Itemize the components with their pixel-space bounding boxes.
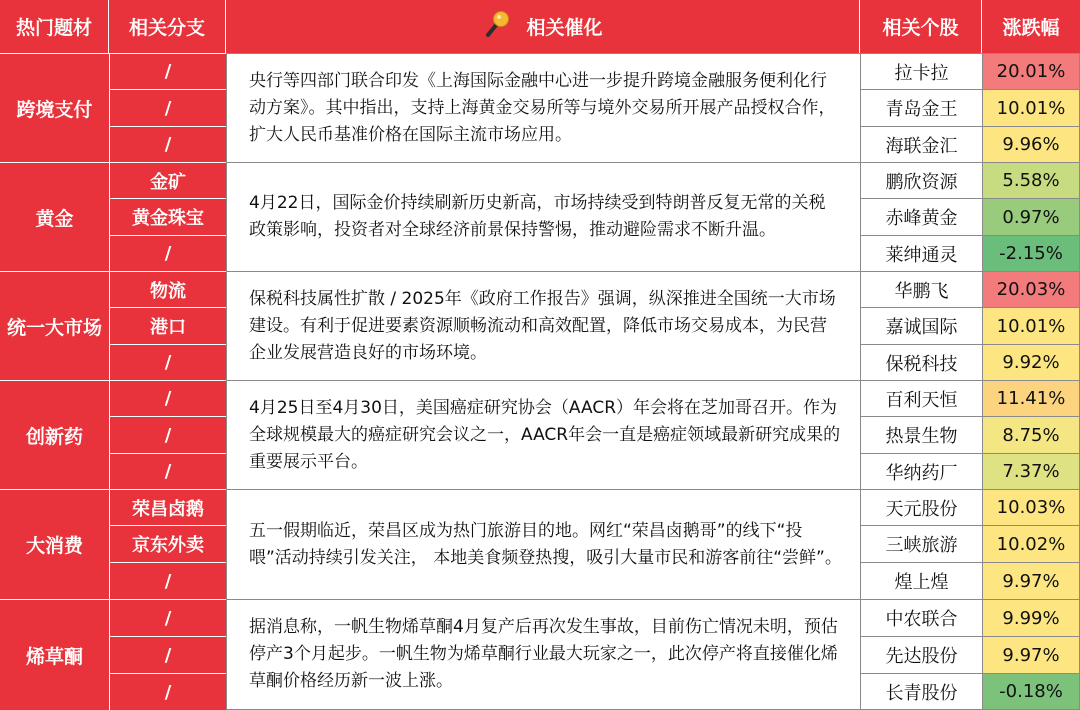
stock-name: 煌上煌	[860, 562, 982, 599]
stock-change: 11.41%	[982, 380, 1080, 416]
stock-change: 9.99%	[982, 599, 1080, 636]
stock-name: 海联金汇	[860, 126, 982, 162]
branch-cell: /	[109, 453, 226, 489]
stock-change: 10.01%	[982, 89, 1080, 126]
branch-cell: /	[109, 235, 226, 271]
topic-cell: 大消费	[0, 489, 109, 599]
stock-change: 9.97%	[982, 562, 1080, 599]
stock-change: -2.15%	[982, 235, 1080, 271]
topic-cell: 跨境支付	[0, 53, 109, 162]
branch-cell: 京东外卖	[109, 525, 226, 562]
header-branch: 相关分支	[109, 0, 226, 53]
catalyst-text: 保税科技属性扩散 / 2025年《政府工作报告》强调，纵深推进全国统一大市场建设。有利于促进要素资源顺畅流动和高效配置，降低市场交易成本，为民营企业发展营造良好的市场环境。	[226, 271, 860, 380]
header-change: 涨跌幅	[982, 0, 1080, 53]
stock-change: 9.97%	[982, 636, 1080, 673]
branch-cell: /	[109, 89, 226, 126]
stock-change: 9.92%	[982, 344, 1080, 380]
topic-cell: 创新药	[0, 380, 109, 489]
stock-name: 先达股份	[860, 636, 982, 673]
branch-cell: /	[109, 599, 226, 636]
stock-change: -0.18%	[982, 673, 1080, 710]
stock-name: 热景生物	[860, 416, 982, 453]
stock-name: 莱绅通灵	[860, 235, 982, 271]
stock-change: 10.01%	[982, 307, 1080, 344]
stock-change: 8.75%	[982, 416, 1080, 453]
catalyst-text: 五一假期临近，荣昌区成为热门旅游目的地。网红“荣昌卤鹅哥”的线下“投喂”活动持续引发关注， 本地美食频登热搜，吸引大量市民和游客前往“尝鲜”。	[226, 489, 860, 599]
stock-change: 20.03%	[982, 271, 1080, 307]
branch-cell: /	[109, 636, 226, 673]
branch-cell: 金矿	[109, 162, 226, 198]
stock-change: 20.01%	[982, 53, 1080, 89]
stock-change: 5.58%	[982, 162, 1080, 198]
branch-cell: /	[109, 673, 226, 710]
topic-cell: 黄金	[0, 162, 109, 271]
stock-name: 保税科技	[860, 344, 982, 380]
branch-cell: 物流	[109, 271, 226, 307]
header-catalyst	[226, 0, 860, 53]
branch-cell: /	[109, 53, 226, 89]
stock-change: 9.96%	[982, 126, 1080, 162]
stock-name: 拉卡拉	[860, 53, 982, 89]
branch-cell: /	[109, 344, 226, 380]
header-stocks: 相关个股	[860, 0, 982, 53]
topic-cell: 统一大市场	[0, 271, 109, 380]
stock-name: 青岛金王	[860, 89, 982, 126]
stock-change: 0.97%	[982, 198, 1080, 235]
branch-cell: /	[109, 126, 226, 162]
catalyst-text: 据消息称，一帆生物烯草酮4月复产后再次发生事故，目前伤亡情况未明，预估停产3个月起步。一帆生物为烯草酮行业最大玩家之一，此次停产将直接催化烯草酮价格经历新一波上涨。	[226, 599, 860, 710]
branch-cell: 黄金珠宝	[109, 198, 226, 235]
stock-name: 华鹏飞	[860, 271, 982, 307]
stock-name: 长青股份	[860, 673, 982, 710]
stock-name: 嘉诚国际	[860, 307, 982, 344]
stock-change: 10.02%	[982, 525, 1080, 562]
topic-cell: 烯草酮	[0, 599, 109, 710]
branch-cell: 荣昌卤鹅	[109, 489, 226, 525]
stock-name: 华纳药厂	[860, 453, 982, 489]
stock-change: 7.37%	[982, 453, 1080, 489]
header-topic: 热门题材	[0, 0, 109, 53]
stock-name: 三峡旅游	[860, 525, 982, 562]
catalyst-text: 4月22日，国际金价持续刷新历史新高，市场持续受到特朗普反复无常的关税政策影响，投资者对全球经济前景保持警惕，推动避险需求不断升温。	[226, 162, 860, 271]
stock-name: 天元股份	[860, 489, 982, 525]
stock-name: 百利天恒	[860, 380, 982, 416]
stock-name: 中农联合	[860, 599, 982, 636]
catalyst-text: 央行等四部门联合印发《上海国际金融中心进一步提升跨境金融服务便利化行动方案》。其中指出，支持上海黄金交易所等与境外交易所开展产品授权合作，扩大人民币基准价格在国际主流市场应用。	[226, 53, 860, 162]
stock-change: 10.03%	[982, 489, 1080, 525]
branch-cell: /	[109, 562, 226, 599]
catalyst-text: 4月25日至4月30日，美国癌症研究协会（AACR）年会将在芝加哥召开。作为全球规模最大的癌症研究会议之一，AACR年会一直是癌症领域最新研究成果的重要展示平台。	[226, 380, 860, 489]
stock-name: 鹏欣资源	[860, 162, 982, 198]
branch-cell: /	[109, 416, 226, 453]
microphone-icon	[482, 9, 512, 44]
header-catalyst-label: 相关催化	[526, 17, 603, 39]
stock-name: 赤峰黄金	[860, 198, 982, 235]
branch-cell: 港口	[109, 307, 226, 344]
branch-cell: /	[109, 380, 226, 416]
